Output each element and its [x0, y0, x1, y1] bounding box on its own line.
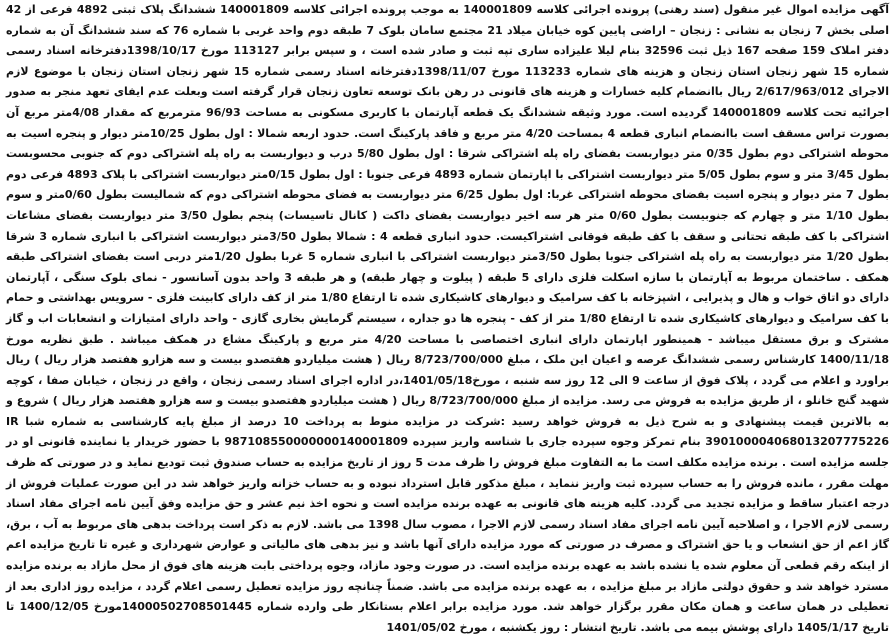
- auction-notice-text: آگهی مزایده اموال غیر منقول (سند رهنی) پرونده اجرائی کلاسه 140001809 به موجب پرونده اجرائی کلاسه 140001809 ششدانگ پلاک ثبتی 4892 فرعی از 42 اصلی بخش 7 زنجان به نشانی : زنجان – اراضی پایین کوه خیابان میلاد 21 مجتمع سامان بلوک 7 طبقه دوم واحد غربی با شماره 76 که سند ششدانگ آن به شماره دفتر املاک 159 صفحه 167 ذیل ثبت 32596 بنام لیلا علیزاده ساری تپه ثبت و صادر شده است ، و سپس برابر 113127 مورخ 1398/10/17دفترخانه اسناد رسمی شماره 15 شهر زنجان استان زنجان و هزینه های شماره 113233 مورخ 1398/11/07دفترخانه اسناد رسمی شماره 15 شهر زنجان استان زنجان با موضوع لازم الاجرای 2/617/963/012 ریال باانضمام کلیه خسارات و هزینه های قانونی در رهن بانک توسعه تعاون زنجان قرار گرفته است وبعلت عدم ایفای تعهد منجر به صدور اجرائیه تحت کلاسه 140001809 گردیده است. مورد وثیقه ششدانگ یک قطعه آپارتمان با کاربری مسکونی به مساحت 96/93 مترمربع که مقدار 4/08متر مربع آن بصورت تراس مسقف است باانضمام انباری قطعه 4 بمساحت 4/20 متر مربع و فاقد پارکینگ است. حدود اربعه شمالا : اول بطول 10/25متر دیوار و پنجره اسیت به محوطه اشتراکی دوم بطول 0/35 متر دیواربست بفضای راه پله اشتراکی شرقا : اول بطول 5/80 درب و دیواربست به راه پله اشتراکی دوم که جنوبی محسوبست بطول 3/45 متر و سوم بطول 5/05 متر دیواربست اشتراکی با اپارتمان شماره 4893 فرعی جنوبا : اول بطول 0/15متر دیواربست اشتراکی با پلاک 4893 فرعی دوم بطول 7 متر دیوار و پنجره اسیت بفضای محوطه اشتراکی غربا: اول بطول 6/25 متر دیواربست به فضای محوطه اشتراکی دوم که شمالیست بطول 0/60متر و سوم بطول 1/10 متر و چهارم که جنوبیست بطول 0/60 متر هر سه اخیر دیواربست بفضای داکت ( کانال تاسیسات) پنجم بطول 3/50 متر دیواربست بفضای مشاعات اشتراکی با کف طبقه تحتانی و سقف با کف طبقه فوقانی اشتراکیست. حدود انباری قطعه 4 : شمالا بطول 3/50متر دیواربست اشتراکی با انباری شماره 3 شرقا بطول 1/20 متر دیواربست به راه پله اشتراکی جنوبا بطول 3/50متر دیواربست اشتراکی با انباری شماره 5 غربا بطول 1/20متر دربی است بفضای اشتراکی طبقه همکف . ساختمان مربوط به آپارتمان با سازه اسکلت فلزی دارای 5 طبقه ( پیلوت و چهار طبقه) و هر طبقه 3 واحد بدون آسانسور - نمای بلوک سنگی ، آپارتمان دارای دو اتاق خواب و هال و پذیرایی ، اشپزخانه با کف سرامیک و دیوارهای کاشیکاری شده تا ارتفاع 1/80 متر از کف دارای کابینت فلزی - سرویس بهداشتی و حمام با کف سرامیک و دیوارهای کاشیکاری شده تا ارتفاع 1/80 متر از کف - پنجره ها دو جداره ، سیستم گرمایش بخاری گازی - واحد دارای امتیازات و انشعابات اب و گاز مشترک و برق مستقل میباشد - همینطور اپارتمان دارای انباری اختصاصی با مساحت 4/20 متر مربع و پارکینگ مشاع در همکف میباشد . طبق نظریه مورخ 1400/11/18 کارشناس رسمی ششدانگ عرصه و اعیان این ملک ، مبلغ 8/723/700/000 ریال ( هشت میلیاردو هفتصدو بیست و سه هزارو هفتصد هزار ریال ) ریال براورد و اعلام می گردد ، پلاک فوق از ساعت 9 الی 12 روز سه شنبه ، مورخ1401/05/18،در اداره اجرای اسناد رسمی زنجان ، واقع در زنجان ، خیابان صفا ، کوچه شهید گنج خانلو ، از طریق مزایده به فروش می رسد. مزایده از مبلغ 8/723/700/000 ریال ( هشت میلیاردو هفتصدو بیست و سه هزارو هفتصد هزار ریال ) شروع و به بالاترین قیمت پیشنهادی و به شرح ذیل به فروش خواهد رسید :شرکت در مزایده منوط به پرداخت 10 درصد از مبلغ پایه کارشناسی به شماره شبا IR 390100004068013207775226 بنام تمرکز وجوه سپرده جاری با شناسه واریز سپرده 987108550000000140001809 با حضور خریدار یا نماینده قانونی او در جلسه مزایده است . برنده مزایده مکلف است ما به التفاوت مبلغ فروش را ظرف مدت 5 روز از تاریخ مزایده به حساب صندوق ثبت تودیع نماید و در صورتی که ظرف مهلت مقرر ، مانده فروش را به حساب سپرده ثبت واریز ننماید ، مبلغ مذکور قابل استرداد نبوده و به حساب خزانه واریز خواهد شد در این صورت عملیات فروش از درجه اعتبار ساقط و مزایده تجدید می گردد. کلیه هزینه های قانونی به عهده برنده مزایده است و نحوه اخذ نیم عشر و حق مزایده وفق آیین نامه اجرای مفاد اسناد رسمی لازم الاجرا ، و اصلاحیه آیین نامه اجرای مفاد اسناد رسمی لازم الاجرا ، مصوب سال 1398 می باشد. لازم به ذکر است پرداخت بدهی های مربوط به آب ، برق، گاز اعم از حق انشعاب و یا حق اشتراک و مصرف در صورتی که مورد مزایده دارای آنها باشد و نیز بدهی های مالیاتی و عوارض شهرداری و غیره تا تاریخ مزایده اعم از اینکه رقم قطعی آن معلوم شده یا نشده باشد به عهده برنده مزایده است. در صورت وجود مازاد، وجوه پرداختی بابت هزینه های فوق از محل مازاد به برنده مزایده مسترد خواهد شد و حقوق دولتی مازاد بر مبلغ مزایده ، به عهده برنده مزایده می باشد. ضمناً چنانچه روز مزایده تعطیل رسمی اعلام گردد ، مزایده روز اداری بعد از تعطیلی در همان ساعت و همان مکان مقرر برگزار خواهد شد. مورد مزایده برابر اعلام بستانکار طی وارده شماره 14000502708501445مورخ 1400/12/05 تا تاریخ 1405/1/17 دارای پوشش بیمه می باشد. تاریخ انتشار : روز یکشنبه ، مورخ 1401/05/02: [6, 3, 890, 634]
